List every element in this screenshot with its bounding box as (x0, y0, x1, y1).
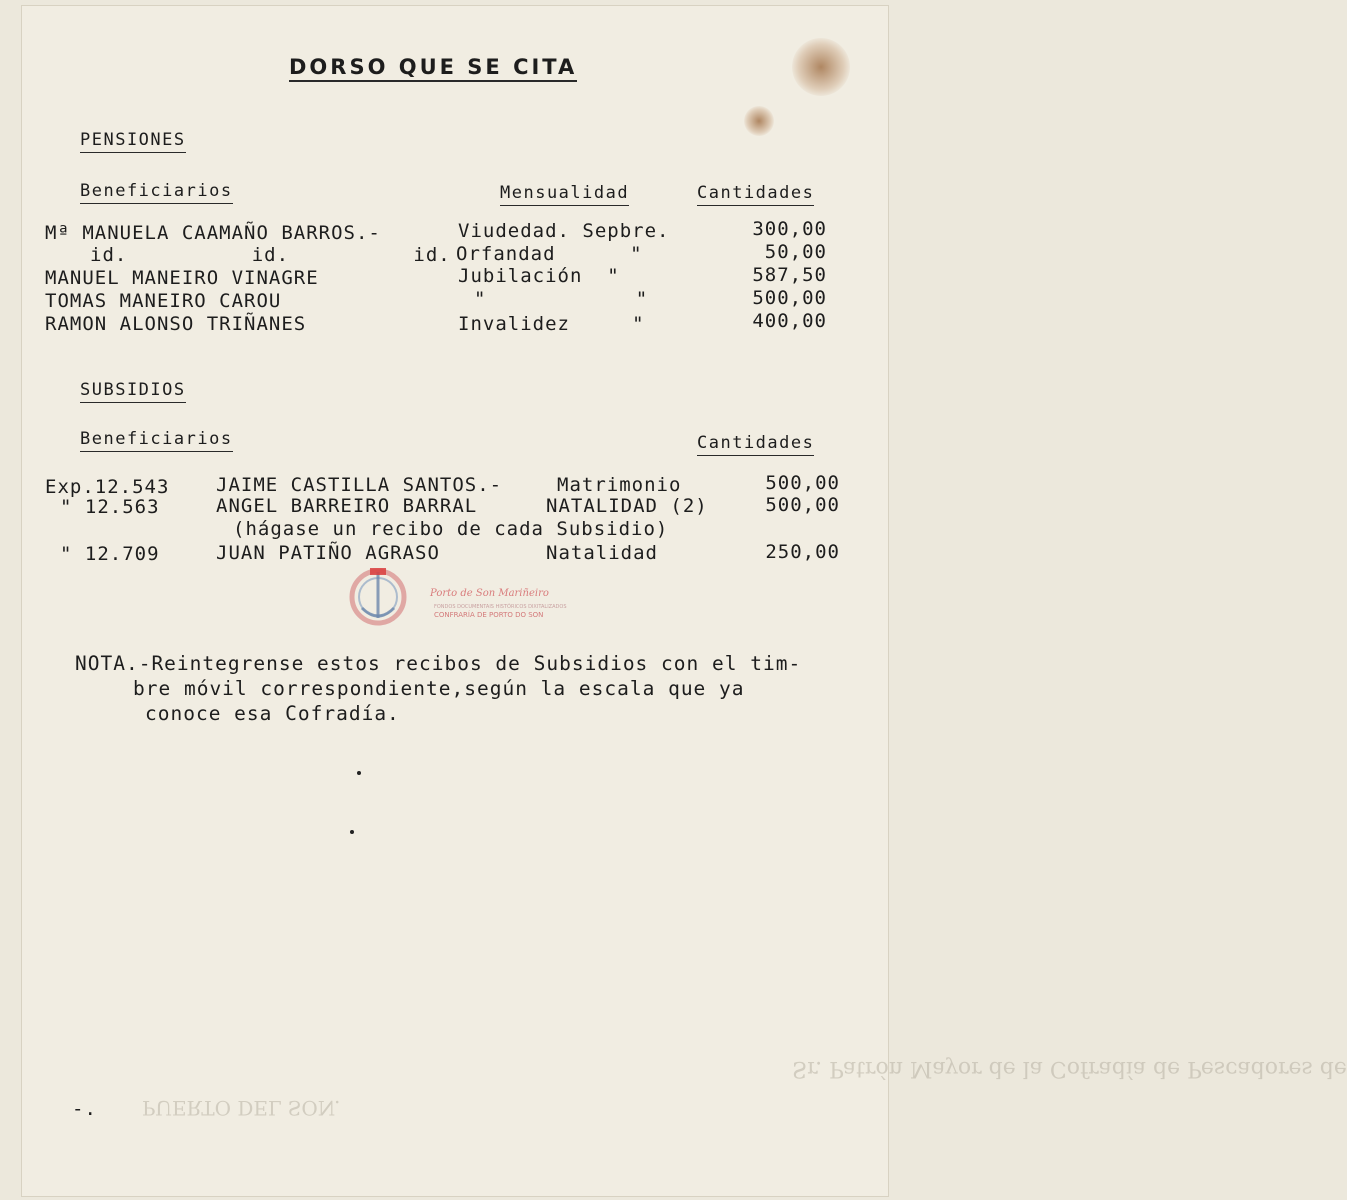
pension-name: RAMON ALONSO TRIÑANES (45, 313, 307, 335)
pension-name: TOMAS MANEIRO CAROU (45, 290, 282, 312)
pension-type: Orfandad " (456, 243, 643, 265)
pensiones-col-beneficiarios: Beneficiarios (80, 181, 233, 204)
anchor-logo-icon (345, 562, 411, 628)
pensiones-col-cantidades: Cantidades (697, 183, 814, 206)
pension-type: " " (474, 288, 649, 310)
pension-type: Invalidez " (458, 313, 645, 335)
watermark-name: Porto de Son Mariñeiro (430, 588, 549, 599)
subsidio-exp: " 12.563 (60, 496, 160, 518)
subsidios-heading: SUBSIDIOS (80, 380, 186, 403)
nota-line-2: bre móvil correspondiente,según la escala que ya (133, 677, 745, 700)
footer-dash: -. (72, 1098, 97, 1120)
subsidio-name: JUAN PATIÑO AGRASO (216, 542, 440, 564)
typed-dot (350, 830, 354, 834)
pension-amount: 400,00 (752, 310, 827, 332)
pension-type: Jubilación " (458, 265, 620, 287)
subsidio-note: (hágase un recibo de cada Subsidio) (233, 518, 669, 540)
subsidio-exp: " 12.709 (60, 543, 160, 565)
pension-amount: 500,00 (752, 287, 827, 309)
port-bleed: PUERTO DEL SON. (142, 1096, 341, 1120)
pension-amount: 587,50 (752, 264, 827, 286)
watermark-org: CONFRARÍA DE PORTO DO SON (434, 611, 544, 619)
pension-amount: 50,00 (764, 241, 827, 263)
subsidio-type: Natalidad (546, 542, 658, 564)
subsidio-type: Matrimonio (557, 474, 682, 496)
subsidio-exp: Exp.12.543 (45, 476, 170, 498)
subsidio-amount: 250,00 (765, 541, 840, 563)
subsidios-col-beneficiarios: Beneficiarios (80, 429, 233, 452)
subsidio-amount: 500,00 (765, 472, 840, 494)
pension-name: Mª MANUELA CAAMAÑO BARROS.- (45, 222, 381, 244)
nota-line-1: NOTA.-Reintegrense estos recibos de Subsidios con el tim- (75, 652, 802, 675)
pension-type: Viudedad. Sepbre. (458, 220, 670, 242)
pension-name: MANUEL MANEIRO VINAGRE (45, 267, 319, 289)
subsidio-name: JAIME CASTILLA SANTOS.- (216, 474, 503, 496)
page-title: DORSO QUE SE CITA (289, 55, 577, 82)
typed-dot (357, 771, 361, 775)
subsidios-col-cantidades: Cantidades (697, 433, 814, 456)
pension-amount: 300,00 (752, 218, 827, 240)
addressee-bleed: Sr. Patrón Mayor de la Cofradía de Pescadores de (792, 1056, 1347, 1081)
subsidio-type: NATALIDAD (2) (546, 495, 708, 517)
pensiones-col-mensualidad: Mensualidad (500, 183, 629, 206)
stain-mark (792, 38, 850, 96)
stain-mark (744, 106, 774, 136)
pension-name: id. id. id. (90, 244, 451, 266)
subsidio-amount: 500,00 (765, 494, 840, 516)
subsidio-name: ANGEL BARREIRO BARRAL (216, 495, 478, 517)
nota-line-3: conoce esa Cofradía. (145, 702, 400, 725)
watermark-sub: FONDOS DOCUMENTAIS HISTÓRICOS DIXITALIZADOS (434, 604, 567, 610)
pensiones-heading: PENSIONES (80, 130, 186, 153)
